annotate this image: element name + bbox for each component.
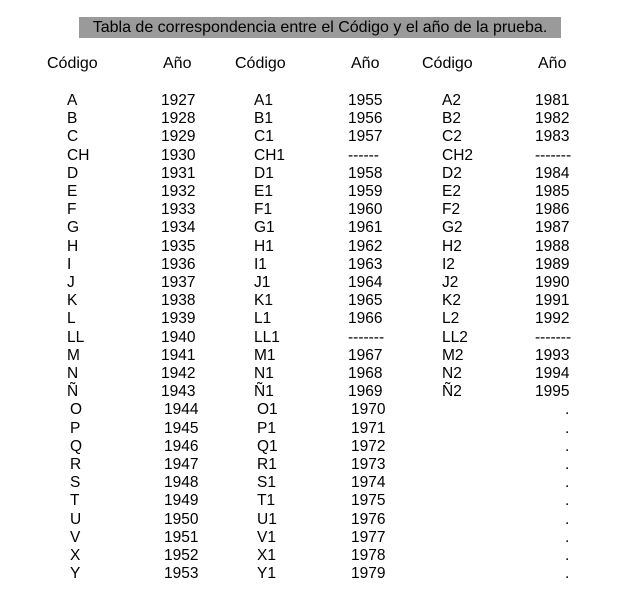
year-cell: 1927 <box>161 92 196 109</box>
code-cell: D2 <box>442 164 462 182</box>
year-cell: ------ <box>348 146 379 164</box>
year-cell: . <box>565 401 570 419</box>
code-cell: O1 <box>257 401 278 419</box>
year-cell: 1930 <box>161 146 196 164</box>
code-cell: D1 <box>254 164 274 182</box>
year-cell: 1936 <box>161 255 196 273</box>
year-cell: 1935 <box>161 237 196 255</box>
code-cell: LL <box>67 328 85 346</box>
year-cell: 1964 <box>348 274 383 291</box>
year-cell: 1946 <box>164 437 199 455</box>
year-cell: 1992 <box>535 310 570 328</box>
year-cell: 1941 <box>161 346 196 364</box>
header-year-1: Año <box>163 55 192 72</box>
code-cell: N2 <box>442 365 462 382</box>
code-cell: R1 <box>257 456 277 473</box>
year-cell: 1957 <box>348 128 383 146</box>
code-cell: CH1 <box>254 146 286 164</box>
year-cell: ------- <box>535 146 572 164</box>
year-cell: . <box>565 456 570 473</box>
header-year-3: Año <box>538 55 567 72</box>
year-cell: 1933 <box>161 201 196 219</box>
code-cell: A <box>67 92 78 109</box>
code-cell: B1 <box>254 110 273 128</box>
year-cell: 1963 <box>348 255 383 273</box>
year-cell: 1944 <box>164 401 199 419</box>
code-cell: M <box>67 346 80 364</box>
year-cell: 1978 <box>351 547 386 564</box>
header-code-2: Código <box>235 55 286 72</box>
code-cell: F <box>67 201 77 219</box>
year-cell: 1961 <box>348 219 383 237</box>
year-cell: 1948 <box>164 474 199 492</box>
year-cell: 1991 <box>535 292 570 310</box>
year-cell: 1942 <box>161 365 196 382</box>
code-cell: K2 <box>442 292 461 310</box>
year-cell: 1958 <box>348 164 383 182</box>
code-cell: A2 <box>442 92 461 109</box>
year-cell: 1943 <box>161 383 196 401</box>
code-cell: M1 <box>254 346 276 364</box>
year-cell: 1965 <box>348 292 383 310</box>
code-cell: O <box>70 401 83 419</box>
year-cell: 1976 <box>351 510 386 528</box>
code-cell: N <box>67 365 79 382</box>
code-cell: X <box>70 547 81 564</box>
year-cell: . <box>565 419 570 437</box>
code-cell: Ñ <box>67 383 79 401</box>
year-cell: 1947 <box>164 456 199 473</box>
code-cell: C <box>67 128 79 146</box>
year-cell: . <box>565 528 570 546</box>
year-cell: 1938 <box>161 292 196 310</box>
year-cell: 1995 <box>535 383 570 401</box>
year-cell: 1988 <box>535 237 570 255</box>
year-cell: 1934 <box>161 219 196 237</box>
code-cell: D <box>67 164 79 182</box>
year-cell: 1953 <box>164 565 199 583</box>
year-cell: 1986 <box>535 201 570 219</box>
year-cell: 1952 <box>164 547 199 564</box>
year-cell: 1951 <box>164 528 199 546</box>
code-cell: L1 <box>254 310 272 328</box>
year-cell: 1975 <box>351 492 386 510</box>
code-cell: C2 <box>442 128 462 146</box>
code-cell: B2 <box>442 110 461 128</box>
code-cell: P <box>70 419 81 437</box>
code-cell: Ñ2 <box>442 383 462 401</box>
year-cell: 1932 <box>161 183 196 200</box>
year-cell: 1994 <box>535 365 570 382</box>
year-cell: 1993 <box>535 346 570 364</box>
year-cell: 1981 <box>535 92 570 109</box>
code-cell: U <box>70 510 82 528</box>
header-code-1: Código <box>47 55 98 72</box>
year-cell: ------- <box>348 328 385 346</box>
code-cell: J <box>67 274 75 291</box>
code-cell: S <box>70 474 81 492</box>
header-year-2: Año <box>351 55 380 72</box>
code-cell: K <box>67 292 78 310</box>
year-cell: 1931 <box>161 164 196 182</box>
year-cell: 1983 <box>535 128 570 146</box>
code-cell: G1 <box>254 219 275 237</box>
code-cell: L2 <box>442 310 460 328</box>
year-cell: 1971 <box>351 419 386 437</box>
year-cell: ------- <box>535 328 572 346</box>
year-cell: 1989 <box>535 255 570 273</box>
year-cell: . <box>565 547 570 564</box>
year-cell: 1979 <box>351 565 386 583</box>
code-cell: H1 <box>254 237 274 255</box>
code-cell: L <box>67 310 76 328</box>
code-cell: M2 <box>442 346 464 364</box>
year-cell: 1973 <box>351 456 386 473</box>
year-cell: 1937 <box>161 274 196 291</box>
year-cell: 1929 <box>161 128 196 146</box>
code-cell: C1 <box>254 128 274 146</box>
code-cell: Q1 <box>257 437 278 455</box>
code-cell: P1 <box>257 419 276 437</box>
code-cell: Y1 <box>257 565 276 583</box>
code-cell: CH <box>67 146 90 164</box>
code-cell: H2 <box>442 237 462 255</box>
year-cell: 1960 <box>348 201 383 219</box>
code-cell: T1 <box>257 492 276 510</box>
code-cell: E2 <box>442 183 461 200</box>
year-cell: 1969 <box>348 383 383 401</box>
code-cell: Ñ1 <box>254 383 274 401</box>
year-cell: 1956 <box>348 110 383 128</box>
year-cell: . <box>565 510 570 528</box>
year-cell: 1970 <box>351 401 386 419</box>
code-cell: E <box>67 183 78 200</box>
code-cell: G <box>67 219 80 237</box>
code-cell: E1 <box>254 183 273 200</box>
table-title: Tabla de correspondencia entre el Código y el año de la prueba. <box>79 17 561 38</box>
year-cell: 1966 <box>348 310 383 328</box>
year-cell: 1949 <box>164 492 199 510</box>
code-cell: S1 <box>257 474 276 492</box>
year-cell: . <box>565 492 570 510</box>
year-cell: 1950 <box>164 510 199 528</box>
code-cell: I2 <box>442 255 455 273</box>
code-cell: T <box>70 492 80 510</box>
code-cell: V <box>70 528 81 546</box>
year-cell: . <box>565 565 570 583</box>
year-cell: . <box>565 437 570 455</box>
code-cell: J2 <box>442 274 459 291</box>
code-cell: K1 <box>254 292 273 310</box>
code-cell: F2 <box>442 201 461 219</box>
year-cell: 1977 <box>351 528 386 546</box>
year-cell: 1972 <box>351 437 386 455</box>
year-cell: 1962 <box>348 237 383 255</box>
code-cell: I1 <box>254 255 267 273</box>
code-cell: LL1 <box>254 328 280 346</box>
year-cell: . <box>565 474 570 492</box>
code-cell: Q <box>70 437 83 455</box>
code-cell: F1 <box>254 201 273 219</box>
year-cell: 1974 <box>351 474 386 492</box>
code-cell: A1 <box>254 92 273 109</box>
code-cell: U1 <box>257 510 277 528</box>
code-cell: G2 <box>442 219 463 237</box>
year-cell: 1959 <box>348 183 383 200</box>
year-cell: 1968 <box>348 365 383 382</box>
header-code-3: Código <box>422 55 473 72</box>
code-cell: H <box>67 237 79 255</box>
year-cell: 1955 <box>348 92 383 109</box>
year-cell: 1967 <box>348 346 383 364</box>
code-cell: R <box>70 456 82 473</box>
year-cell: 1940 <box>161 328 196 346</box>
code-cell: CH2 <box>442 146 474 164</box>
code-cell: LL2 <box>442 328 468 346</box>
code-cell: I <box>67 255 72 273</box>
year-cell: 1985 <box>535 183 570 200</box>
year-cell: 1987 <box>535 219 570 237</box>
code-cell: V1 <box>257 528 276 546</box>
code-cell: J1 <box>254 274 271 291</box>
code-cell: X1 <box>257 547 276 564</box>
year-cell: 1945 <box>164 419 199 437</box>
year-cell: 1982 <box>535 110 570 128</box>
year-cell: 1984 <box>535 164 570 182</box>
year-cell: 1990 <box>535 274 570 291</box>
year-cell: 1928 <box>161 110 196 128</box>
code-cell: B <box>67 110 78 128</box>
code-cell: N1 <box>254 365 274 382</box>
year-cell: 1939 <box>161 310 196 328</box>
code-cell: Y <box>70 565 81 583</box>
